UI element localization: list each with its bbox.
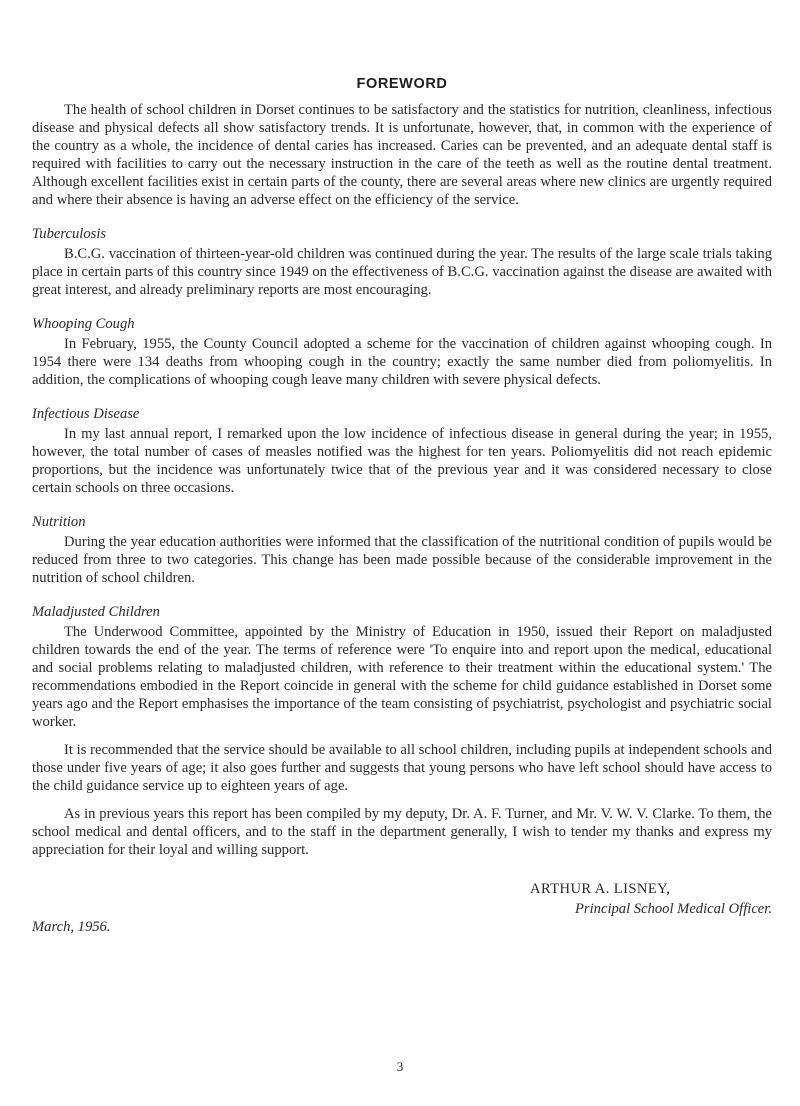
report-date: March, 1956. (32, 919, 111, 935)
document-page (32, 76, 772, 935)
section-heading: Maladjusted Children (32, 604, 160, 620)
section-paragraph: B.C.G. vaccination of thirteen-year-old children was continued during the year. The results of the large scale trials taking place in certain parts of this country since 1949 on the effectiveness of B.C.G. vaccination against the disease are awaited with great interest, and already preliminary reports are most encouraging. (32, 246, 772, 298)
section-heading: Whooping Cough (32, 316, 135, 332)
intro-paragraph: The health of school children in Dorset continues to be satisfactory and the statistics for nutrition, cleanliness, infectious disease and physical defects all show satisfactory trends. It is unfortunate, however, that, in common with the experience of the country as a whole, the incidence of dental caries has increased. Caries can be prevented, and an adequate dental staff is required with facilities to carry out the necessary instruction in the care of the teeth as well as the routine dental treatment. Although excellent facilities exist in certain parts of the county, there are several areas where new clinics are urgently required and where their absence is having an adverse effect on the efficiency of the service. (32, 102, 772, 208)
section-whooping-cough (32, 315, 772, 389)
section-paragraph: As in previous years this report has been compiled by my deputy, Dr. A. F. Turner, and Mr. V. W. V. Clarke. To them, the school medical and dental officers, and to the staff in the department generally, I wish to tender my thanks and express my appreciation for their loyal and willing support. (32, 806, 772, 858)
signatory-name: ARTHUR A. LISNEY, (530, 881, 671, 897)
signatory-title: Principal School Medical Officer. (575, 901, 772, 917)
section-maladjusted-children (32, 603, 772, 859)
section-paragraph: In February, 1955, the County Council adopted a scheme for the vaccination of children against whooping cough. In 1954 there were 134 deaths from whooping cough in the country; exactly the same number died from poliomyelitis. In addition, the complications of whooping cough leave many children with severe physical defects. (32, 336, 772, 388)
section-paragraph: The Underwood Committee, appointed by the Ministry of Education in 1950, issued their Report on maladjusted children towards the end of the year. The terms of reference were 'To enquire into and report upon the medical, educational and social problems relating to maladjusted children, with reference to their treatment within the educational system.' The recommendations embodied in the Report coincide in general with the scheme for child guidance established in Dorset some years ago and the Report emphasises the importance of the team consisting of psychiatrist, psychologist and psychiatric social worker. (32, 624, 772, 730)
page-number: 3 (396, 1059, 404, 1074)
section-tuberculosis (32, 225, 772, 299)
section-infectious-disease (32, 405, 772, 497)
section-paragraph: In my last annual report, I remarked upon the low incidence of infectious disease in general during the year; in 1955, however, the total number of cases of measles notified was the highest for ten years. Poliomyelitis did not reach epidemic proportions, but the incidence was unfortunately twice that of the previous year and it was considered necessary to close certain schools on three occasions. (32, 426, 772, 496)
section-paragraph: It is recommended that the service should be available to all school children, including pupils at independent schools and those under five years of age; it also goes further and suggests that young persons who have left school should have access to the child guidance service up to eighteen years of age. (32, 742, 772, 794)
section-heading: Infectious Disease (32, 406, 140, 422)
signature-block (32, 881, 772, 935)
section-heading: Nutrition (32, 514, 86, 530)
page-title: FOREWORD (356, 76, 448, 92)
section-heading: Tuberculosis (32, 226, 107, 242)
section-paragraph: During the year education authorities were informed that the classification of the nutritional condition of pupils would be reduced from three to two categories. This change has been made possible because of the considerable improvement in the nutrition of school children. (32, 534, 772, 586)
section-nutrition (32, 513, 772, 587)
